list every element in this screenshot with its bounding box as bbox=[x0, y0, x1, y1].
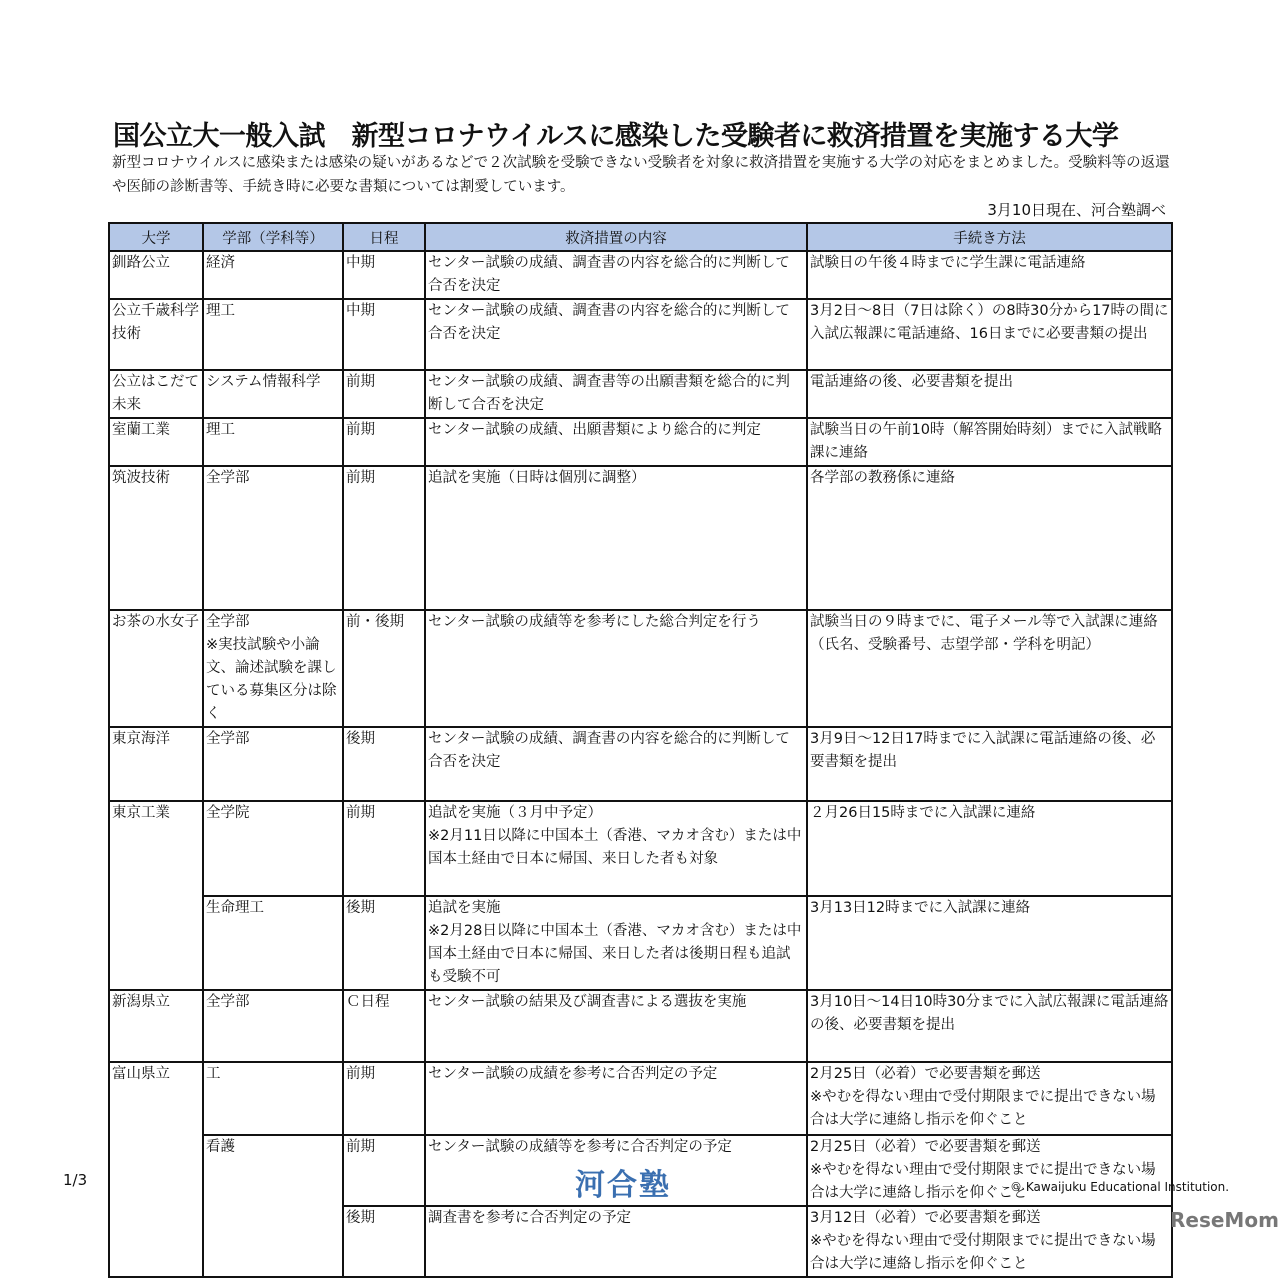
table-cell: 富山県立 bbox=[109, 1062, 203, 1277]
table-cell: 全学部 bbox=[203, 990, 343, 1062]
table-cell: 新潟県立 bbox=[109, 990, 203, 1062]
table-cell: 筑波技術 bbox=[109, 466, 203, 610]
table-cell: Ｃ日程 bbox=[343, 990, 425, 1062]
table-cell: 前期 bbox=[343, 418, 425, 466]
table-cell: 生命理工 bbox=[203, 896, 343, 990]
table-body bbox=[109, 251, 1172, 1277]
table-cell: 前期 bbox=[343, 466, 425, 610]
table-cell: 公立千歳科学技術 bbox=[109, 299, 203, 370]
table-cell: 追試を実施（３月中予定） ※2月11日以降に中国本土（香港、マカオ含む）または中国本土経由で日本に帰国、来日した者も対象 bbox=[425, 801, 807, 896]
table-cell: 全学部 ※実技試験や小論文、論述試験を課している募集区分は除く bbox=[203, 610, 343, 727]
table-cell: 東京海洋 bbox=[109, 727, 203, 801]
table-cell: 中期 bbox=[343, 251, 425, 299]
table-cell: 各学部の教務係に連絡 bbox=[807, 466, 1172, 610]
header-measure: 救済措置の内容 bbox=[425, 223, 807, 251]
table-cell: 前期 bbox=[343, 1062, 425, 1135]
table-cell: 東京工業 bbox=[109, 801, 203, 990]
page-number: 1/3 bbox=[63, 1171, 88, 1189]
table-cell: システム情報科学 bbox=[203, 370, 343, 418]
page-title: 国公立大一般入試 新型コロナウイルスに感染した受験者に救済措置を実施する大学 bbox=[113, 121, 1119, 152]
table-cell: 追試を実施 ※2月28日以降に中国本土（香港、マカオ含む）または中国本土経由で日本に帰国、来日した者は後期日程も追試も受験不可 bbox=[425, 896, 807, 990]
kawaijuku-logo: 河合塾 bbox=[575, 1168, 671, 1203]
table-cell: 3月13日12時までに入試課に連絡 bbox=[807, 896, 1172, 990]
header-procedure: 手続き方法 bbox=[807, 223, 1172, 251]
table-cell: 試験日の午後４時までに学生課に電話連絡 bbox=[807, 251, 1172, 299]
table-row bbox=[109, 610, 1172, 727]
table-cell: 理工 bbox=[203, 299, 343, 370]
table-cell: センター試験の成績、調査書等の出願書類を総合的に判断して合否を決定 bbox=[425, 370, 807, 418]
header-university: 大学 bbox=[109, 223, 203, 251]
table-row bbox=[109, 418, 1172, 466]
university-table bbox=[108, 222, 1173, 1278]
table-cell: 追試を実施（日時は個別に調整） bbox=[425, 466, 807, 610]
table-cell: センター試験の成績、調査書の内容を総合的に判断して合否を決定 bbox=[425, 251, 807, 299]
table-row bbox=[109, 466, 1172, 610]
table-cell: 電話連絡の後、必要書類を提出 bbox=[807, 370, 1172, 418]
table-cell: 釧路公立 bbox=[109, 251, 203, 299]
table-cell: 前期 bbox=[343, 1135, 425, 1206]
lead-text: 新型コロナウイルスに感染または感染の疑いがあるなどで２次試験を受験できない受験者を対象に救済措置を実施する大学の対応をまとめました。受験料等の返還や医師の診断書等、手続き時に必要な書類については割愛しています。 bbox=[112, 155, 1170, 195]
copyright: © Kawaijuku Educational Institution. bbox=[1010, 1180, 1230, 1194]
table-row bbox=[109, 801, 1172, 896]
table-cell: 中期 bbox=[343, 299, 425, 370]
table-cell: 全学院 bbox=[203, 801, 343, 896]
table-cell: 全学部 bbox=[203, 466, 343, 610]
table-cell: 理工 bbox=[203, 418, 343, 466]
table-row bbox=[109, 299, 1172, 370]
table-row bbox=[109, 727, 1172, 801]
table-cell: 3月12日（必着）で必要書類を郵送 ※やむを得ない理由で受付期限までに提出できない場合は大学に連絡し指示を仰ぐこと bbox=[807, 1206, 1172, 1277]
table-cell: センター試験の結果及び調査書による選抜を実施 bbox=[425, 990, 807, 1062]
table-cell: お茶の水女子 bbox=[109, 610, 203, 727]
table-cell: 看護 bbox=[203, 1135, 343, 1277]
table-row bbox=[109, 251, 1172, 299]
table-cell: 前期 bbox=[343, 801, 425, 896]
table-cell: 後期 bbox=[343, 1206, 425, 1277]
resemom-watermark: ReseMom bbox=[1170, 1208, 1279, 1232]
table-cell: 2月25日（必着）で必要書類を郵送 ※やむを得ない理由で受付期限までに提出できない場合は大学に連絡し指示を仰ぐこと bbox=[807, 1062, 1172, 1135]
table-cell: センター試験の成績等を参考にした総合判定を行う bbox=[425, 610, 807, 727]
table-row bbox=[109, 990, 1172, 1062]
table-cell: 室蘭工業 bbox=[109, 418, 203, 466]
table-cell: 3月9日～12日17時までに入試課に電話連絡の後、必要書類を提出 bbox=[807, 727, 1172, 801]
header-schedule: 日程 bbox=[343, 223, 425, 251]
table-row bbox=[109, 1062, 1172, 1135]
table-cell: 前期 bbox=[343, 370, 425, 418]
table-cell: 2月25日（必着）で必要書類を郵送 ※やむを得ない理由で受付期限までに提出できない場合は大学に連絡し指示を仰ぐこと bbox=[807, 1135, 1172, 1206]
table-cell: 後期 bbox=[343, 896, 425, 990]
table-cell: 前・後期 bbox=[343, 610, 425, 727]
table-cell: 後期 bbox=[343, 727, 425, 801]
table-cell: 工 bbox=[203, 1062, 343, 1135]
header-department: 学部（学科等） bbox=[203, 223, 343, 251]
table-cell: 全学部 bbox=[203, 727, 343, 801]
as-of-note: 3月10日現在、河合塾調べ bbox=[987, 201, 1166, 219]
table-cell: 3月10日～14日10時30分までに入試広報課に電話連絡の後、必要書類を提出 bbox=[807, 990, 1172, 1062]
table-row bbox=[109, 896, 1172, 990]
table-cell: センター試験の成績等を参考に合否判定の予定 bbox=[425, 1135, 807, 1206]
table-cell: 試験当日の９時までに、電子メール等で入試課に連絡（氏名、受験番号、志望学部・学科を明記） bbox=[807, 610, 1172, 727]
table-row bbox=[109, 370, 1172, 418]
table-cell: センター試験の成績、出願書類により総合的に判定 bbox=[425, 418, 807, 466]
table-cell: センター試験の成績、調査書の内容を総合的に判断して合否を決定 bbox=[425, 299, 807, 370]
table-cell: センター試験の成績、調査書の内容を総合的に判断して合否を決定 bbox=[425, 727, 807, 801]
table-cell: ２月26日15時までに入試課に連絡 bbox=[807, 801, 1172, 896]
table-cell: 調査書を参考に合否判定の予定 bbox=[425, 1206, 807, 1277]
table-cell: 試験当日の午前10時（解答開始時刻）までに入試戦略課に連絡 bbox=[807, 418, 1172, 466]
table-cell: センター試験の成績を参考に合否判定の予定 bbox=[425, 1062, 807, 1135]
table-cell: 経済 bbox=[203, 251, 343, 299]
table-cell: 3月2日～8日（7日は除く）の8時30分から17時の間に入試広報課に電話連絡、16日までに必要書類の提出 bbox=[807, 299, 1172, 370]
table-cell: 公立はこだて未来 bbox=[109, 370, 203, 418]
table-header-row bbox=[109, 223, 1172, 251]
